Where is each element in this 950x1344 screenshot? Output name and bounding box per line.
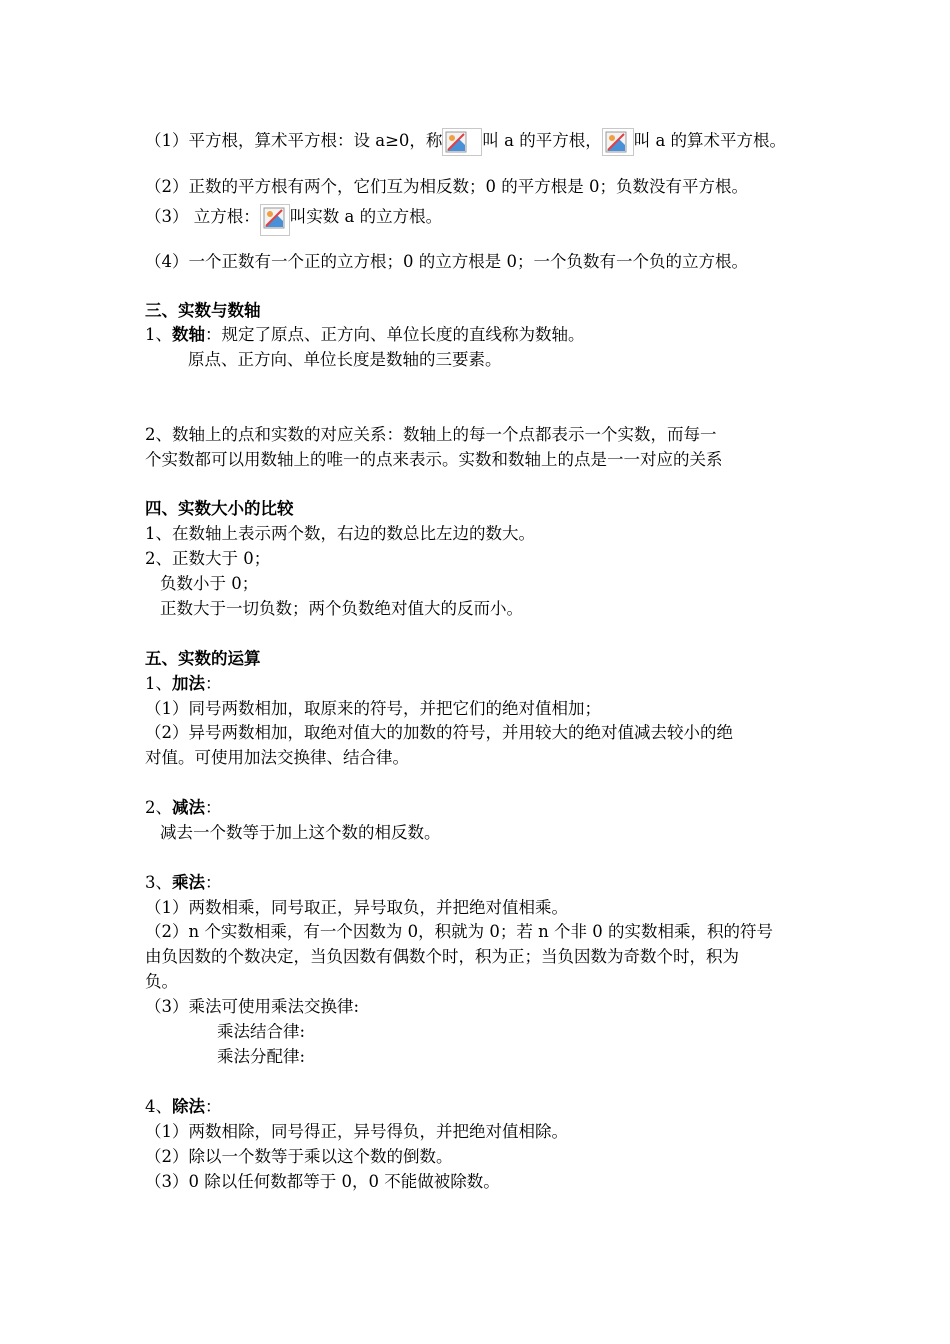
multiplication-heading: 3、乘法： (145, 873, 222, 892)
section-3-heading: 三、实数与数轴 (145, 301, 261, 320)
compare-rule-2b: 负数小于 0； (160, 574, 259, 593)
formula-image-placeholder-icon (602, 128, 634, 156)
multiplication-rule-2-line-3: 负。 (145, 972, 178, 991)
cube-root-line-2: （4）一个正数有一个正的立方根；0 的立方根是 0；一个负数有一个负的立方根。 (145, 252, 748, 271)
division-rule-3: （3）0 除以任何数都等于 0，0 不能做被除数。 (145, 1172, 500, 1191)
multiplication-rule-3c: 乘法分配律: (217, 1047, 306, 1066)
compare-rule-1: 1、在数轴上表示两个数，右边的数总比左边的数大。 (145, 524, 535, 543)
section-4-heading: 四、实数大小的比较 (145, 499, 294, 518)
addition-rule-1: （1）同号两数相加，取原来的符号，并把它们的绝对值相加； (145, 699, 601, 718)
multiplication-rule-1: （1）两数相乘，同号取正，异号取负，并把绝对值相乘。 (145, 898, 568, 917)
correspondence-line-1: 2、数轴上的点和实数的对应关系：数轴上的每一个点都表示一个实数，而每一 (145, 425, 717, 444)
subtraction-heading: 2、减法： (145, 798, 222, 817)
subtraction-rule: 减去一个数等于加上这个数的相反数。 (160, 823, 441, 842)
formula-image-placeholder-icon (442, 128, 482, 156)
multiplication-rule-3b: 乘法结合律: (217, 1022, 306, 1041)
division-rule-1: （1）两数相除，同号得正，异号得负，并把绝对值相除。 (145, 1122, 568, 1141)
number-line-elements: 原点、正方向、单位长度是数轴的三要素。 (188, 350, 502, 369)
cube-root-line: （3） 立方根： 叫实数 a 的立方根。 (145, 204, 442, 236)
multiplication-rule-3: （3）乘法可使用乘法交换律: (145, 997, 360, 1016)
number-line-definition: 1、数轴：规定了原点、正方向、单位长度的直线称为数轴。 (145, 325, 585, 344)
division-rule-2: （2）除以一个数等于乘以这个数的倒数。 (145, 1147, 453, 1166)
division-heading: 4、除法： (145, 1097, 222, 1116)
addition-heading: 1、加法： (145, 674, 222, 693)
compare-rule-2c: 正数大于一切负数；两个负数绝对值大的反而小。 (160, 599, 523, 618)
square-root-line-2: （2）正数的平方根有两个，它们互为相反数；0 的平方根是 0；负数没有平方根。 (145, 177, 748, 196)
section-5-heading: 五、实数的运算 (145, 649, 261, 668)
square-root-line-1: （1）平方根，算术平方根：设 a≥0，称 叫 a 的平方根， 叫 a 的算术平方根。 (145, 128, 786, 156)
correspondence-line-2: 个实数都可以用数轴上的唯一的点来表示。实数和数轴上的点是一一对应的关系 (145, 450, 723, 469)
formula-image-placeholder-icon (260, 204, 290, 236)
addition-rule-2-line-1: （2）异号两数相加，取绝对值大的加数的符号，并用较大的绝对值减去较小的绝 (145, 723, 733, 742)
multiplication-rule-2-line-2: 由负因数的个数决定，当负因数有偶数个时，积为正；当负因数为奇数个时，积为 (145, 947, 739, 966)
multiplication-rule-2-line-1: （2）n 个实数相乘，有一个因数为 0，积就为 0；若 n 个非 0 的实数相乘，积的符号 (145, 922, 773, 941)
addition-rule-2-line-2: 对值。可使用加法交换律、结合律。 (145, 748, 409, 767)
compare-rule-2: 2、正数大于 0； (145, 549, 271, 568)
